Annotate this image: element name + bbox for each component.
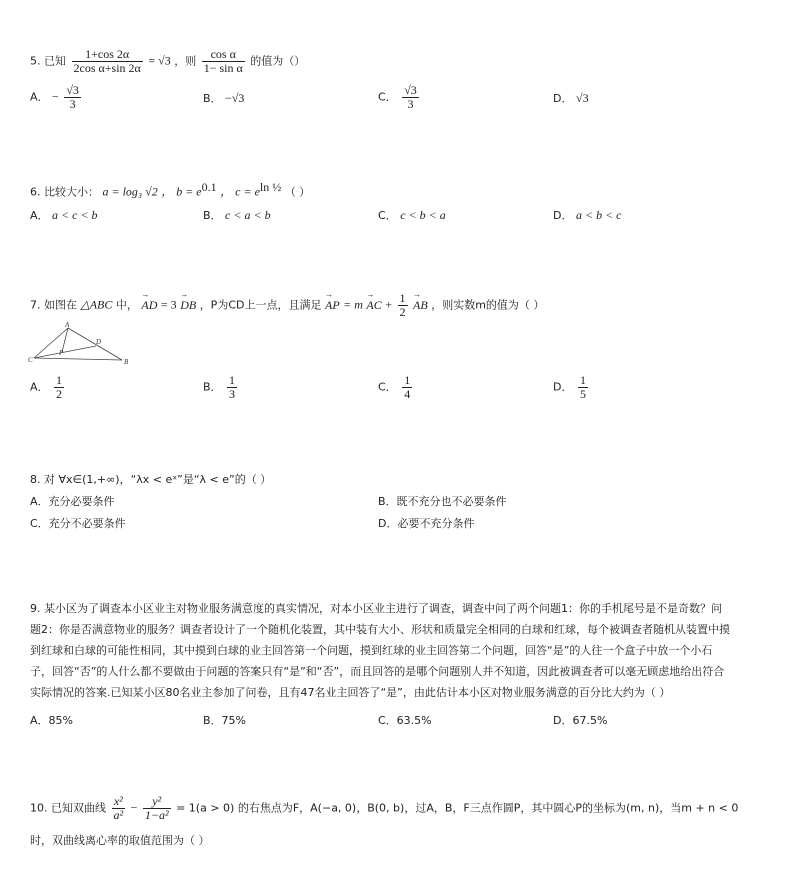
q5-option-c-label: C． bbox=[378, 90, 397, 104]
q7-stem-mid2: ，P为CD上一点，且满足 bbox=[199, 298, 322, 312]
q6-option-c-value: c < b < a bbox=[400, 208, 446, 222]
q5-option-b bbox=[203, 90, 244, 106]
q7-vector-ab: → AB bbox=[413, 298, 428, 313]
q6-option-c-label: C． bbox=[378, 209, 397, 222]
q6-option-a-value: a < c < b bbox=[52, 208, 98, 222]
q5-option-c-den: 3 bbox=[407, 97, 414, 111]
q8-option-b: B．既不充分也不必要条件 bbox=[378, 495, 507, 508]
q7-option-b bbox=[203, 374, 239, 401]
q6-option-c bbox=[378, 207, 446, 223]
q7-label-p: P bbox=[59, 349, 64, 357]
q10-fraction-y-num: y² bbox=[143, 795, 171, 809]
q7-option-a-frac bbox=[54, 374, 64, 401]
q7-vector-db: → DB bbox=[180, 298, 196, 313]
q5-option-a-label: A． bbox=[30, 90, 49, 104]
q5-option-d bbox=[553, 90, 589, 106]
q7-vector-ap: → AP bbox=[325, 298, 340, 313]
q7-option-d-den: 5 bbox=[579, 387, 586, 401]
q5-option-b-label: B． bbox=[203, 92, 222, 105]
q9-stem: 9. 某小区为了调查本小区业主对物业服务满意度的真实情况，对本小区业主进行了调查，调查中问了两个问题1：你的手机尾号是不是奇数？问题2：你是否满意物业的服务？调查者设计了一个随机化装置，其中装有大小、形状和质量完全相同的白球和红球，每个被调查者随机从装置中摸到红球和白球的可能性相同，其中摸到白球的业主回答第一个问题，摸到红球的业主回答第二个问题，回答“是”的人往一个盒子中放一个小石子，回答“否”的人什么都不要做由于问题的答案只有“是”和“否”，而且回答的是哪个问题别人并不知道，因此被调查者可以毫无顾虑地给出符合实际情况的答案.已知某小区80名业主参加了问卷，且有47名业主回答了“是”，由此估计本小区对物业服务满意的百分比大约为（ ） bbox=[30, 602, 730, 699]
q5-stem-suffix: 的值为（） bbox=[250, 54, 306, 68]
q5-option-a-frac bbox=[64, 84, 81, 111]
q6-option-b bbox=[203, 207, 271, 223]
q7-option-b-num: 1 bbox=[229, 373, 236, 387]
q7-label-d: D bbox=[96, 338, 102, 346]
q6-b-expression: ， b = e bbox=[161, 184, 202, 199]
q6-option-a bbox=[30, 207, 98, 223]
q7-stem bbox=[30, 292, 544, 319]
q5-fraction-2-den: 1− sin α bbox=[203, 61, 243, 75]
q7-option-c-label: C． bbox=[378, 380, 397, 394]
q6-option-d-label: D． bbox=[553, 209, 573, 222]
q7-option-a bbox=[30, 374, 66, 401]
q7-segment-ab bbox=[68, 328, 122, 360]
q5-fraction-1-den: 2cos α+sin 2α bbox=[73, 61, 141, 75]
q6-stem bbox=[30, 180, 310, 200]
q6-option-a-label: A． bbox=[30, 209, 49, 222]
q9-option-b: B．75% bbox=[203, 714, 246, 727]
q7-option-d-frac bbox=[578, 374, 588, 401]
q7-segment-cd bbox=[34, 346, 96, 358]
q8-stem: 8. 对 ∀x∈(1,+∞)，“λx < eˣ”是“λ < e”的（ ） bbox=[30, 473, 272, 486]
q5-fraction-1 bbox=[72, 48, 143, 75]
q6-b-exponent: 0.1 bbox=[201, 180, 217, 194]
q7-triangle: △ABC bbox=[80, 297, 113, 312]
q7-stem-prefix: 7. 如图在 bbox=[30, 298, 77, 312]
q5-option-d-value: √3 bbox=[575, 91, 589, 105]
q6-stem-prefix: 6. 比较大小： bbox=[30, 185, 99, 199]
q9-option-c: C．63.5% bbox=[378, 714, 432, 727]
q7-half-den: 2 bbox=[399, 305, 406, 319]
q7-triangle-figure bbox=[28, 322, 132, 368]
q7-stem-suffix: ，则实数m的值为（ ） bbox=[431, 298, 545, 312]
q5-option-a-sign: − bbox=[52, 89, 59, 104]
q7-vector-ac: → AC bbox=[366, 298, 381, 313]
q5-option-a-num: √3 bbox=[66, 83, 79, 97]
q5-stem bbox=[30, 48, 305, 75]
q10-stem-mid: = 1(a > 0) 的右焦点为F，A(−a, 0)，B(0, b)，过A，B，F三点作圆P，其中圆心P的坐标为(m, n)，当m + n < 0 bbox=[176, 801, 739, 815]
q10-fraction-x bbox=[112, 795, 126, 822]
q5-option-c bbox=[378, 84, 421, 111]
q7-option-c-frac bbox=[402, 374, 412, 401]
q5-stem-prefix: 5. 已知 bbox=[30, 54, 66, 68]
q7-plus: + bbox=[385, 297, 393, 312]
q7-option-c bbox=[378, 374, 414, 401]
q7-option-b-frac bbox=[227, 374, 237, 401]
q5-fraction-2-num: cos α bbox=[202, 48, 245, 62]
q7-option-b-label: B． bbox=[203, 380, 222, 394]
q5-option-a bbox=[30, 84, 83, 111]
q6-c-expression: ， c = e bbox=[220, 184, 260, 199]
q5-eq: = √3 bbox=[148, 53, 171, 68]
q5-fraction-2 bbox=[202, 48, 245, 75]
q7-label-c: C bbox=[28, 356, 33, 364]
q6-option-d bbox=[553, 207, 622, 223]
q9-option-d: D．67.5% bbox=[553, 714, 608, 727]
q7-option-c-den: 4 bbox=[404, 387, 411, 401]
q7-option-d bbox=[553, 374, 590, 401]
q10-fraction-x-num: x² bbox=[112, 795, 126, 809]
q10-fraction-y-den: 1−a² bbox=[144, 808, 169, 822]
q7-option-a-label: A． bbox=[30, 380, 49, 394]
q6-option-b-label: B． bbox=[203, 209, 222, 222]
q7-option-c-num: 1 bbox=[404, 373, 411, 387]
q8-option-d: D．必要不充分条件 bbox=[378, 517, 475, 530]
q7-option-a-num: 1 bbox=[56, 373, 63, 387]
q5-option-c-num: √3 bbox=[404, 83, 417, 97]
q7-eq3: = 3 bbox=[160, 297, 177, 312]
q10-stem-line2: 时，双曲线离心率的取值范围为（ ） bbox=[30, 834, 210, 847]
q10-fraction-x-den: a² bbox=[113, 808, 124, 822]
q6-option-d-value: a < b < c bbox=[575, 208, 622, 222]
q5-option-a-den: 3 bbox=[69, 97, 76, 111]
q8-option-c: C．充分不必要条件 bbox=[30, 517, 126, 530]
q7-option-d-num: 1 bbox=[579, 373, 586, 387]
q9-option-a: A．85% bbox=[30, 714, 73, 727]
q6-option-b-value: c < a < b bbox=[225, 208, 271, 222]
q7-segment-cb bbox=[34, 358, 122, 360]
q10-fraction-y bbox=[143, 795, 171, 822]
q5-stem-mid: ，则 bbox=[174, 54, 197, 68]
q7-option-a-den: 2 bbox=[56, 387, 63, 401]
q7-eq-m: = m bbox=[343, 297, 363, 312]
q6-c-exponent: ln ½ bbox=[259, 180, 282, 194]
q6-a-expression: a = log₃ √2 bbox=[102, 184, 158, 199]
q5-option-d-label: D． bbox=[553, 92, 573, 105]
q5-option-b-value: −√3 bbox=[225, 91, 245, 105]
q10-stem-prefix: 10. 已知双曲线 bbox=[30, 801, 106, 815]
q7-vector-ad: → AD bbox=[141, 298, 157, 313]
q7-stem-mid1: 中， bbox=[115, 298, 138, 312]
q7-option-b-den: 3 bbox=[229, 387, 236, 401]
q10-minus: − bbox=[130, 800, 138, 815]
q7-half bbox=[398, 292, 408, 319]
q5-fraction-1-num: 1+cos 2α bbox=[72, 48, 143, 62]
q6-stem-suffix: （ ） bbox=[284, 185, 311, 199]
q8-option-a: A．充分必要条件 bbox=[30, 495, 115, 508]
q7-half-num: 1 bbox=[399, 291, 406, 305]
q7-label-a: A bbox=[65, 322, 70, 329]
q10-stem bbox=[30, 795, 738, 822]
q5-option-c-frac bbox=[402, 84, 419, 111]
q7-option-d-label: D． bbox=[553, 380, 573, 394]
q7-label-b: B bbox=[124, 358, 129, 366]
